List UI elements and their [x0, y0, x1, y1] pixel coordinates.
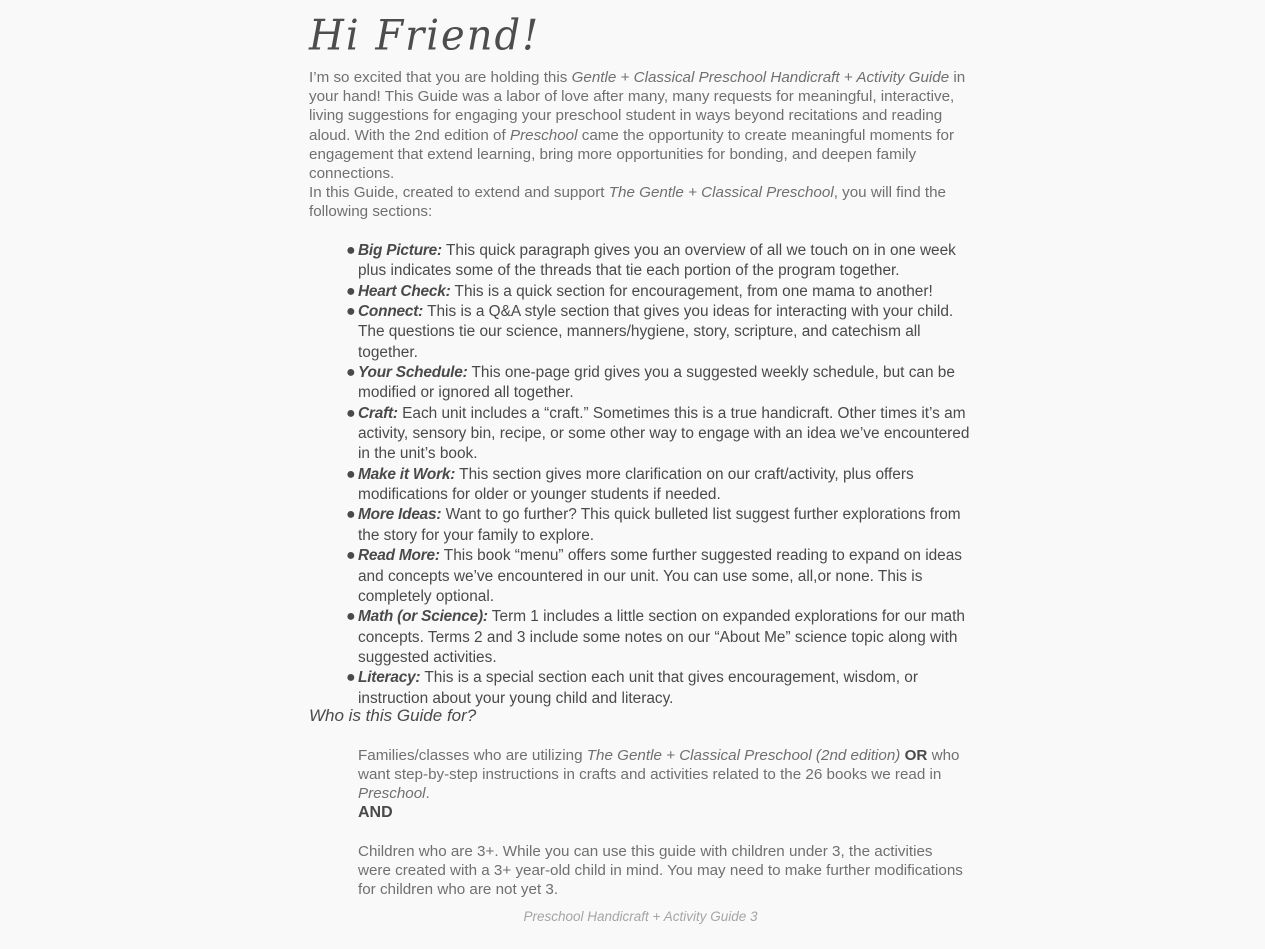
- and-label: AND: [358, 804, 393, 821]
- list-item: [346, 465, 976, 506]
- section-description: This book “menu” offers some further suggested reading to expand on ideas and concepts we’ve encountered in our unit. You can use some, all,or none. This is completely optional.: [358, 547, 962, 605]
- bullet-icon: ●: [346, 506, 356, 524]
- sections-intro-paragraph: [309, 183, 975, 221]
- list-item: [346, 546, 976, 607]
- section-term: Heart Check:: [358, 282, 451, 300]
- section-term: Craft:: [358, 404, 398, 422]
- bullet-icon: ●: [346, 547, 356, 565]
- page-footer: Preschool Handicraft + Activity Guide 3: [523, 909, 758, 924]
- section-term: Big Picture:: [358, 242, 442, 259]
- bullet-icon: ●: [346, 404, 356, 422]
- intro-text-2: in your hand! This Guide was a labor of love after many, many requests for meaningful, interactive, living suggestions for engaging your preschool student in ways beyond recitations and reading aloud. With the 2nd edition of: [309, 69, 966, 144]
- who-text-1: Families/classes who are utilizing: [358, 747, 587, 764]
- bullet-icon: ●: [346, 608, 356, 626]
- list-item: [346, 282, 976, 302]
- section-term: Read More:: [358, 547, 440, 565]
- list-item: [346, 363, 976, 404]
- bullet-icon: ●: [346, 465, 356, 483]
- list-item: [346, 302, 976, 363]
- section-term: Your Schedule:: [358, 364, 468, 382]
- intro-text-1: I’m so excited that you are holding this: [309, 69, 572, 86]
- who-heading: Who is this Guide for?: [309, 706, 477, 725]
- section-description: This quick paragraph gives you an overview of all we touch on in one week plus indicates some of the threads that tie each portion of the program together.: [358, 242, 956, 280]
- section-term: Connect:: [358, 303, 424, 321]
- who-book-title: The Gentle + Classical Preschool (2nd edition): [586, 747, 901, 764]
- bullet-icon: ●: [346, 242, 356, 259]
- who-or-label: OR: [904, 747, 928, 764]
- section-description: Term 1 includes a little section on expanded explorations for our math concepts. Terms 2 and 3 include some notes on our “About Me” science topic along with suggested activities.: [358, 608, 965, 666]
- intro-paragraph: [309, 68, 975, 183]
- bullet-icon: ●: [346, 303, 356, 321]
- list-item: [346, 505, 976, 546]
- sections-list: [346, 241, 976, 709]
- list-item: [346, 404, 976, 465]
- section-description: This is a special section each unit that gives encouragement, wisdom, or instruction about your young child and literacy.: [358, 669, 918, 707]
- sections-intro-text-1: In this Guide, created to extend and support: [309, 184, 609, 201]
- list-item: [346, 668, 976, 709]
- bullet-icon: ●: [346, 669, 356, 687]
- intro-preschool-title: Preschool: [509, 126, 578, 144]
- who-text-2: who want step-by-step instructions in crafts and activities related to the 26 books we read in: [358, 747, 960, 784]
- who-text-3: .: [425, 785, 430, 803]
- section-description: This is a quick section for encouragement, from one mama to another!: [450, 282, 933, 300]
- section-description: This section gives more clarification on our craft/activity, plus offers modifications for older or younger students if needed.: [358, 465, 914, 504]
- bullet-icon: ●: [346, 364, 356, 382]
- list-item: [346, 607, 976, 668]
- greeting-heading: Hi Friend!: [309, 11, 541, 61]
- section-term: Make it Work:: [358, 465, 456, 483]
- section-term: More Ideas:: [358, 506, 442, 524]
- section-description: This is a Q&A style section that gives you ideas for interacting with your child. The questions tie our science, manners/hygiene, story, scripture, and catechism all together.: [358, 303, 954, 361]
- intro-guide-title: Gentle + Classical Preschool Handicraft + Activity Guide: [571, 69, 950, 86]
- section-description: Each unit includes a “craft.” Sometimes this is a true handicraft. Other times it’s am activity, sensory bin, recipe, or some other way to engage with an idea we’ve encountered in the unit’s book.: [358, 404, 970, 463]
- sections-intro-title: The Gentle + Classical Preschool: [608, 184, 834, 201]
- list-item: [346, 241, 976, 282]
- who-preschool-title: Preschool: [358, 785, 426, 803]
- section-term: Math (or Science):: [358, 608, 488, 626]
- who-families-paragraph: [358, 746, 968, 804]
- section-description: This one-page grid gives you a suggested weekly schedule, but can be modified or ignored all together.: [358, 364, 955, 402]
- section-description: Want to go further? This quick bulleted list suggest further explorations from the story for your family to explore.: [358, 506, 961, 544]
- intro-text-3: came the opportunity to create meaningful moments for engagement that extend learning, bring more opportunities for bonding, and deepen family connections.: [309, 126, 955, 183]
- section-term: Literacy:: [358, 669, 421, 687]
- sections-intro-text-2: , you will find the following sections:: [309, 184, 946, 221]
- bullet-icon: ●: [346, 282, 356, 300]
- who-children-paragraph: Children who are 3+. While you can use this guide with children under 3, the activities were created with a 3+ year-old child in mind. You may need to make further modifications for children who are not yet 3.: [358, 843, 963, 899]
